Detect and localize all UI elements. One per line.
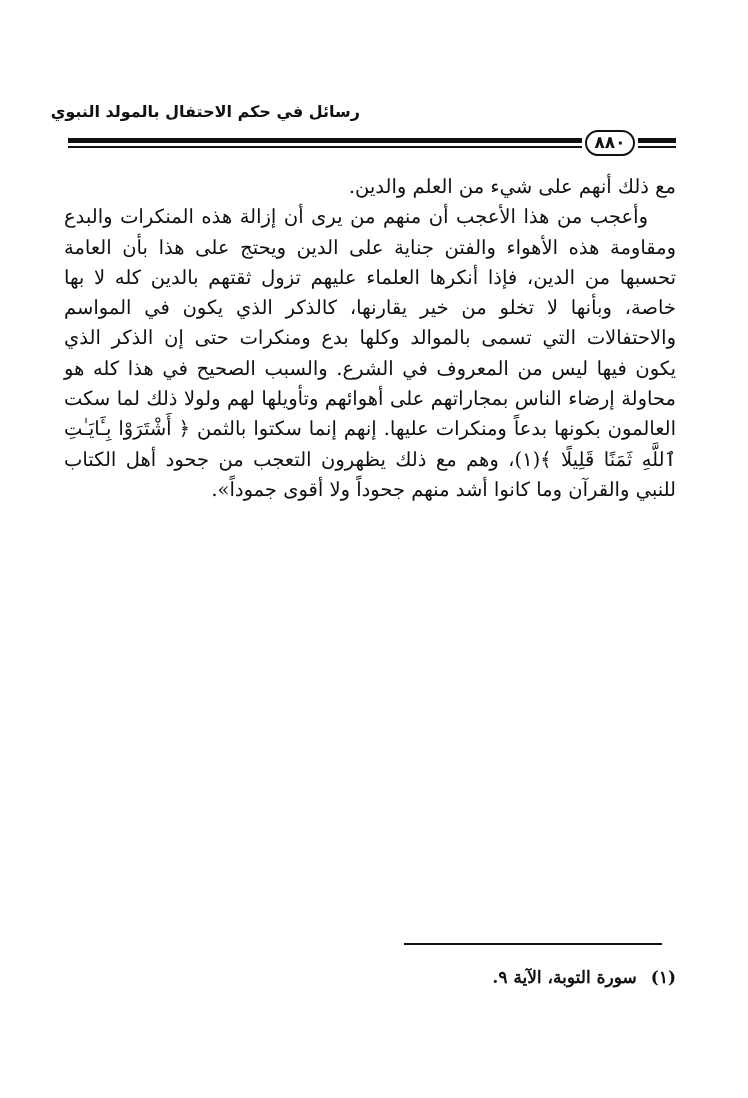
- header-rule-thick: [68, 138, 582, 143]
- header-rule-thin-right: [638, 146, 676, 148]
- page-number-badge: [585, 130, 635, 156]
- footnote: [300, 968, 676, 988]
- header-rule-thin: [68, 146, 582, 148]
- main-text: [64, 172, 676, 505]
- paragraph-2: وأعجب من هذا الأعجب أن منهم من يرى أن إزالة هذه المنكرات والبدع ومقاومة هذه الأهواء والفتن جناية على الدين ويحتج على هذا بأن العامة تحسبها من الدين، فإذا أنكرها العلماء عليهم تزول ثقتهم بالدين كله لا بها خاصة، وبأنها لا تخلو من خير يقارنها، كالذكر الذي يكون في المواسم والاحتفالات التي تسمى بالموالد وكلها بدع ومنكرات حتى إن الذكر الذي يكون فيها ليس من المعروف في الشرع. والسبب الصحيح في هذا كله هو محاولة إرضاء الناس بمجاراتهم على أهوائهم وتأويلها لهم ولولا ذلك لما سكت العالمون بكونها بدعاً ومنكرات عليها. إنهم إنما سكتوا بالثمن ﴿ أَشْتَرَوْا بِـَٔايَـٰتِ ٱللَّهِ ثَمَنًا قَلِيلًا ﴾(١)، وهم مع ذلك يظهرون التعجب من جحود أهل الكتاب للنبي والقرآن وما كانوا أشد منهم جحوداً ولا أقوى جموداً».: [64, 205, 676, 501]
- running-header-title: رسائل في حكم الاحتفال بالمولد النبوي: [50, 102, 360, 121]
- paragraph-1: مع ذلك أنهم على شيء من العلم والدين.: [348, 175, 676, 198]
- footnote-separator: [404, 943, 662, 945]
- header-rule-thick-right: [638, 138, 676, 143]
- page-number: ٨٨٠: [594, 132, 626, 153]
- footnote-text: سورة التوبة، الآية ٩.: [492, 968, 637, 988]
- footnote-number: (١): [650, 968, 676, 988]
